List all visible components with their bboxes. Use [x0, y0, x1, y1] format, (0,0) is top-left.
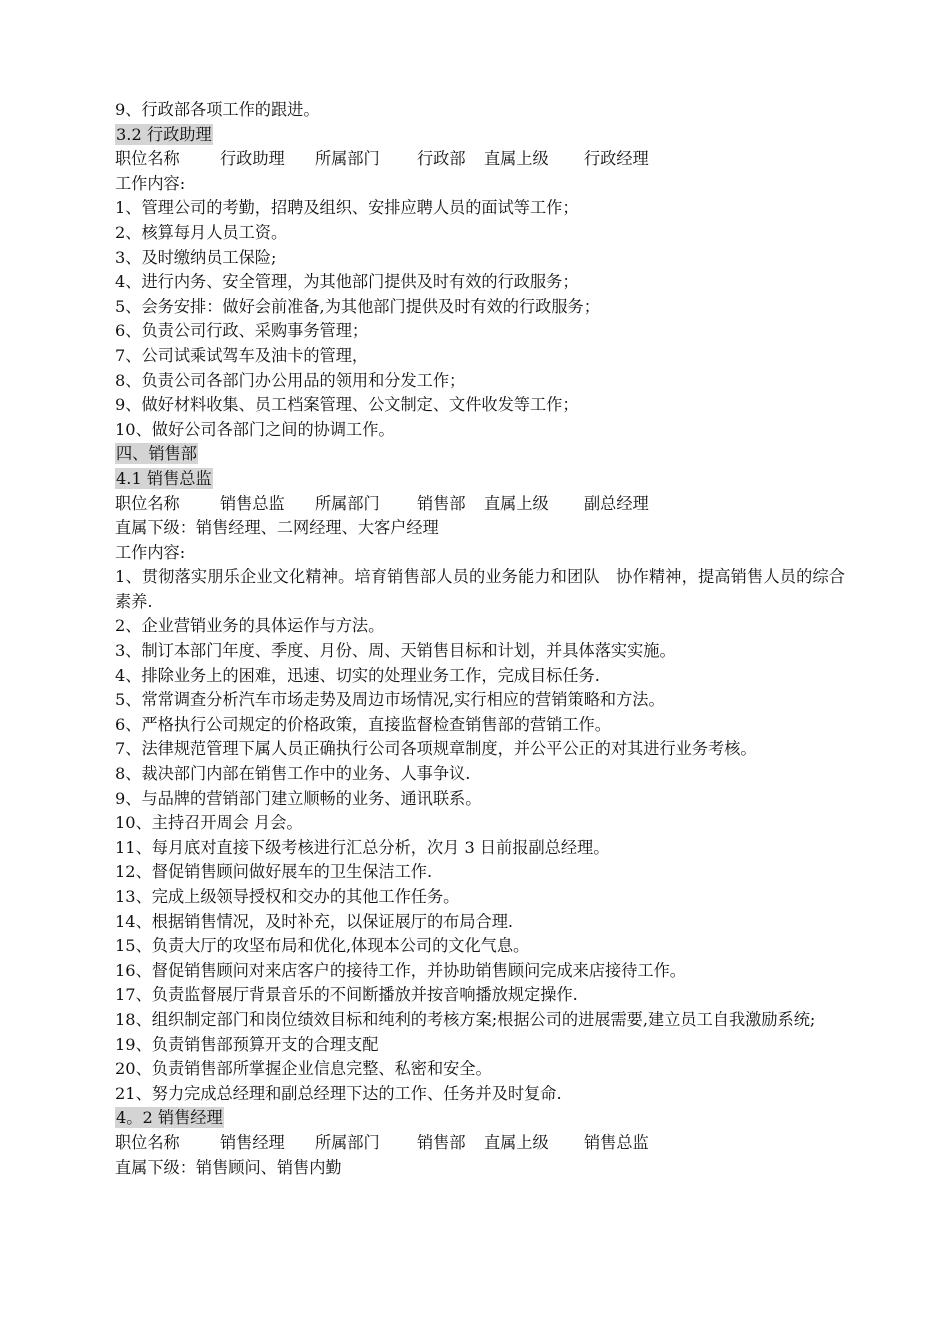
position-info-row — [115, 492, 845, 517]
list-item: 4、排除业务上的困难，迅速、切实的处理业务工作，完成目标任务. — [115, 665, 600, 685]
list-item: 3、及时缴纳员工保险; — [115, 247, 277, 267]
list-item: 6、严格执行公司规定的价格政策，直接监督检查销售部的营销工作。 — [115, 714, 611, 734]
list-item: 13、完成上级领导授权和交办的其他工作任务。 — [115, 887, 460, 906]
superior-value: 行政经理 — [584, 149, 649, 169]
department-value: 行政部 — [417, 149, 466, 169]
list-item: 12、督促销售顾问做好展车的卫生保洁工作. — [115, 862, 433, 882]
position-name-value: 销售总监 — [220, 493, 285, 513]
department-value: 销售部 — [417, 1132, 466, 1152]
list-item: 4、进行内务、安全管理，为其他部门提供及时有效的行政服务； — [115, 272, 579, 292]
department-label: 所属部门 — [315, 493, 380, 513]
section-heading-4 — [115, 442, 845, 467]
list-item: 19、负责销售部预算开支的合理支配 — [115, 1034, 379, 1054]
list-item: 9、做好材料收集、员工档案管理、公文制定、文件收发等工作； — [115, 395, 579, 415]
position-name-value: 行政助理 — [220, 149, 285, 169]
list-item: 1、贯彻落实朋乐企业文化精神。培育销售部人员的业务能力和团队 协作精神，提高销售人员的综合素养. — [115, 567, 845, 611]
heading-text: 4。2 销售经理 — [116, 1108, 223, 1128]
subordinates-line: 直属下级：销售顾问、销售内勤 — [115, 1157, 342, 1177]
department-label: 所属部门 — [315, 149, 380, 169]
superior-label: 直属上级 — [484, 1132, 549, 1152]
position-name-label: 职位名称 — [115, 1132, 180, 1152]
list-item: 10、主持召开周会 月会。 — [115, 813, 303, 833]
list-item: 7、法律规范管理下属人员正确执行公司各项规章制度，并公平公正的对其进行业务考核。 — [115, 739, 757, 759]
list-item: 8、负责公司各部门办公用品的领用和分发工作； — [115, 370, 466, 390]
heading-text: 3.2 行政助理 — [116, 124, 212, 144]
list-item: 9、与品牌的营销部门建立顺畅的业务、通讯联系。 — [115, 788, 482, 808]
list-item: 10、做好公司各部门之间的协调工作。 — [115, 419, 395, 439]
heading-text: 4.1 销售总监 — [116, 468, 212, 488]
document-page — [115, 98, 845, 1180]
position-info-row — [115, 147, 845, 172]
work-content-label: 工作内容: — [115, 173, 186, 193]
position-name-label: 职位名称 — [115, 149, 180, 169]
department-label: 所属部门 — [315, 1132, 380, 1152]
superior-label: 直属上级 — [484, 493, 549, 513]
list-item: 5、常常调查分析汽车市场走势及周边市场情况,实行相应的营销策略和方法。 — [115, 690, 665, 710]
list-item: 5、会务安排：做好会前准备,为其他部门提供及时有效的行政服务； — [115, 296, 600, 316]
department-value: 销售部 — [417, 493, 466, 513]
list-item: 21、努力完成总经理和副总经理下达的工作、任务并及时复命. — [115, 1083, 562, 1103]
position-name-value: 销售经理 — [220, 1132, 285, 1152]
work-content-label: 工作内容: — [115, 542, 186, 562]
superior-value: 销售总监 — [584, 1132, 649, 1152]
list-item: 17、负责监督展厅背景音乐的不间断播放并按音响播放规定操作. — [115, 985, 578, 1005]
section-heading-3-2 — [115, 123, 845, 148]
section-heading-4-2 — [115, 1106, 845, 1131]
position-info-row — [115, 1131, 845, 1156]
position-name-label: 职位名称 — [115, 493, 180, 513]
list-item: 8、裁决部门内部在销售工作中的业务、人事争议. — [115, 764, 471, 784]
section-heading-4-1 — [115, 467, 845, 492]
list-item: 1、管理公司的考勤，招聘及组织、安排应聘人员的面试等工作； — [115, 198, 579, 218]
list-item: 14、根据销售情况，及时补充，以保证展厅的布局合理. — [115, 911, 514, 931]
superior-value: 副总经理 — [584, 493, 649, 513]
superior-label: 直属上级 — [484, 149, 549, 169]
list-item: 3、制订本部门年度、季度、月份、周、天销售目标和计划，并具体落实实施。 — [115, 641, 676, 661]
list-item: 11、每月底对直接下级考核进行汇总分析，次月 3 日前报副总经理。 — [115, 837, 610, 857]
list-item: 2、企业营销业务的具体运作与方法。 — [115, 616, 385, 636]
list-item: 18、组织制定部门和岗位绩效目标和纯利的考核方案;根据公司的进展需要,建立员工自我激励系统; — [115, 1009, 816, 1029]
list-item: 2、核算每月人员工资。 — [115, 222, 288, 242]
subordinates-line: 直属下级：销售经理、二网经理、大客户经理 — [115, 518, 439, 538]
list-item: 16、督促销售顾问对来店客户的接待工作，并协助销售顾问完成来店接待工作。 — [115, 960, 686, 980]
paragraph: 9、行政部各项工作的跟进。 — [115, 100, 320, 119]
heading-text: 四、销售部 — [116, 444, 197, 464]
list-item: 6、负责公司行政、采购事务管理； — [115, 321, 369, 341]
list-item: 15、负责大厅的攻坚布局和优化,体现本公司的文化气息。 — [115, 936, 530, 956]
list-item: 7、公司试乘试驾车及油卡的管理， — [115, 345, 369, 365]
list-item: 20、负责销售部所掌握企业信息完整、私密和安全。 — [115, 1059, 492, 1079]
